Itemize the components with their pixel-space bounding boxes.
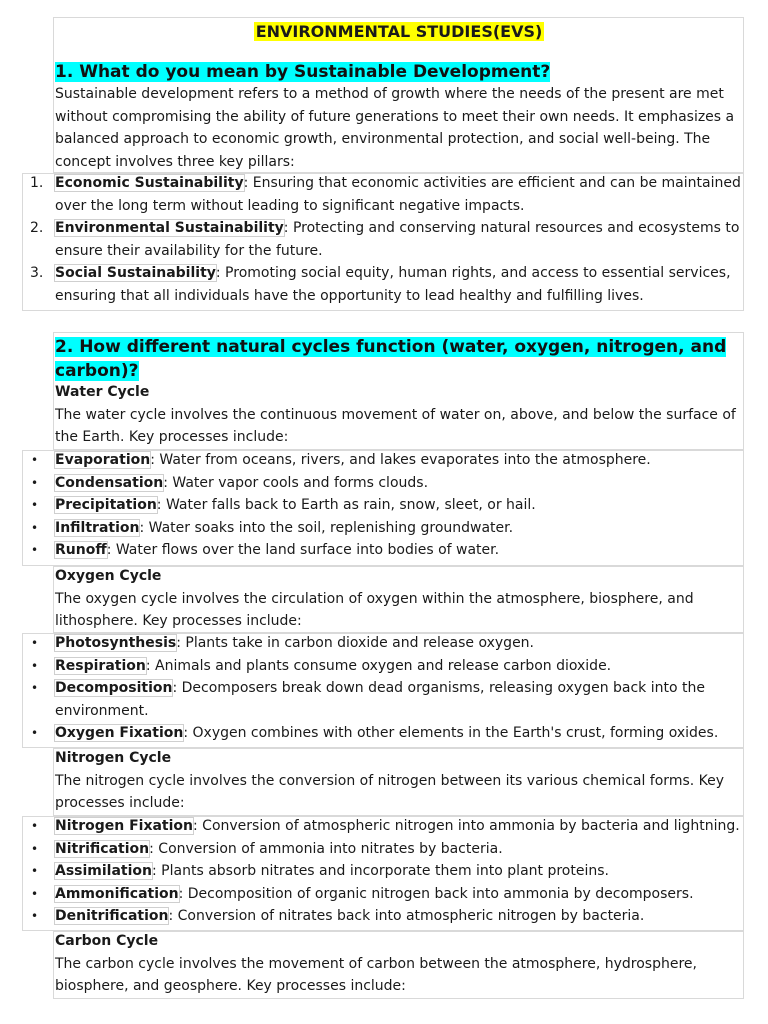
nitrogen-cycle-section [55, 747, 743, 815]
list-item [31, 722, 743, 745]
oxygen-cycle-intro: The oxygen cycle involves the circulation of oxygen within the atmosphere, biosphere, and lithosphere. Key processes include: [55, 590, 694, 630]
term: Economic Sustainability [55, 175, 244, 191]
definition: : Decomposers break down dead organisms, releasing oxygen back into the environment. [55, 680, 705, 719]
term: Runoff [55, 542, 107, 559]
list-item [31, 883, 743, 906]
definition: : Water falls back to Earth as rain, snow, sleet, or hail. [156, 497, 536, 514]
definition: : Conversion of ammonia into nitrates by bacteria. [149, 840, 503, 857]
list-item [31, 838, 743, 861]
list-item [31, 472, 743, 495]
document-title [55, 19, 743, 44]
water-processes-list [31, 449, 743, 562]
definition: : Promoting social equity, human rights, and access to essential services, ensuring that all individuals have the opportunity to lead healthy and fulfilling lives. [55, 265, 731, 304]
definition: : Plants take in carbon dioxide and release oxygen. [176, 635, 535, 651]
term: Social Sustainability [55, 265, 216, 282]
list-item [31, 815, 743, 838]
carbon-cycle-intro: The carbon cycle involves the movement of carbon between the atmosphere, hydrosphere, biosphere, and geosphere. Key processes include: [55, 955, 697, 995]
term: Ammonification [55, 885, 179, 902]
oxygen-processes-list [31, 632, 743, 745]
pillars-list [30, 172, 743, 308]
bullet: • [31, 886, 39, 901]
definition: : Decomposition of organic nitrogen back into ammonia by decomposers. [178, 885, 694, 902]
term: Nitrification [55, 840, 150, 857]
term: Decomposition [55, 680, 173, 697]
term: Photosynthesis [55, 635, 177, 651]
list-number: 1. [30, 175, 44, 191]
definition: : Water vapor cools and forms clouds. [163, 474, 429, 491]
list-item [31, 677, 743, 722]
list-item [31, 655, 743, 678]
bullet: • [31, 864, 39, 879]
list-item [31, 494, 743, 517]
bullet: • [31, 475, 39, 490]
section-q2 [55, 335, 743, 449]
term: Infiltration [55, 519, 140, 536]
list-item [31, 449, 743, 472]
carbon-cycle-title: Carbon Cycle [55, 933, 159, 949]
term: Precipitation [55, 497, 157, 514]
definition: : Water soaks into the soil, replenishing groundwater. [139, 519, 514, 536]
term: Respiration [55, 657, 146, 674]
bullet: • [31, 681, 39, 696]
title-text: ENVIRONMENTAL STUDIES(EVS) [255, 22, 543, 41]
bullet: • [31, 453, 39, 467]
q2-heading: 2. How different natural cycles function (water, oxygen, nitrogen, and carbon)? [55, 337, 727, 381]
water-cycle-title: Water Cycle [55, 384, 150, 400]
definition: : Ensuring that economic activities are efficient and can be maintained over the long term without leading to significant negative impacts. [55, 175, 741, 214]
definition: : Conversion of atmospheric nitrogen into ammonia by bacteria and lightning. [193, 818, 740, 834]
term: Environmental Sustainability [55, 220, 284, 237]
term: Denitrification [55, 908, 169, 925]
list-item [31, 517, 743, 540]
section-q1 [55, 60, 743, 173]
bullet: • [31, 726, 39, 741]
term: Condensation [55, 474, 164, 491]
bullet: • [31, 819, 39, 833]
nitrogen-cycle-title: Nitrogen Cycle [55, 750, 172, 766]
definition: : Water from oceans, rivers, and lakes evaporates into the atmosphere. [150, 452, 651, 468]
list-item [30, 172, 743, 217]
list-number: 3. [30, 265, 44, 282]
definition: : Oxygen combines with other elements in the Earth's crust, forming oxides. [183, 725, 719, 742]
bullet: • [31, 636, 39, 650]
list-item [31, 860, 743, 883]
list-item [31, 905, 743, 928]
list-number: 2. [30, 220, 44, 237]
definition: : Protecting and conserving natural resources and ecosystems to ensure their availability for the future. [55, 220, 740, 259]
nitrogen-processes-list [31, 815, 743, 928]
oxygen-cycle-section [55, 565, 743, 633]
bullet: • [31, 498, 39, 513]
q1-intro: Sustainable development refers to a method of growth where the needs of the present are met without compromising the ability of future generations to meet their own needs. It emphasizes a balanced approach to economic growth, environmental protection, and social well-being. The concept involves three key pillars: [55, 86, 735, 170]
term: Oxygen Fixation [55, 725, 184, 742]
bullet: • [31, 658, 39, 673]
list-item [31, 632, 743, 655]
term: Evaporation [55, 452, 151, 468]
term: Assimilation [55, 863, 153, 880]
list-item [30, 262, 743, 307]
term: Nitrogen Fixation [55, 818, 194, 834]
list-item [31, 539, 743, 562]
water-cycle-intro: The water cycle involves the continuous movement of water on, above, and below the surface of the Earth. Key processes include: [55, 406, 736, 446]
oxygen-cycle-title: Oxygen Cycle [55, 568, 162, 584]
definition: : Water flows over the land surface into bodies of water. [106, 542, 500, 559]
nitrogen-cycle-intro: The nitrogen cycle involves the conversion of nitrogen between its various chemical forms. Key processes include: [55, 772, 725, 812]
bullet: • [31, 841, 39, 856]
bullet: • [31, 909, 39, 924]
list-item [30, 217, 743, 262]
definition: : Plants absorb nitrates and incorporate them into plant proteins. [152, 863, 609, 880]
carbon-cycle-section [55, 930, 743, 998]
q1-heading: 1. What do you mean by Sustainable Development? [55, 62, 551, 82]
definition: : Conversion of nitrates back into atmospheric nitrogen by bacteria. [168, 908, 645, 925]
bullet: • [31, 543, 39, 558]
bullet: • [31, 520, 39, 535]
definition: : Animals and plants consume oxygen and release carbon dioxide. [145, 657, 612, 674]
